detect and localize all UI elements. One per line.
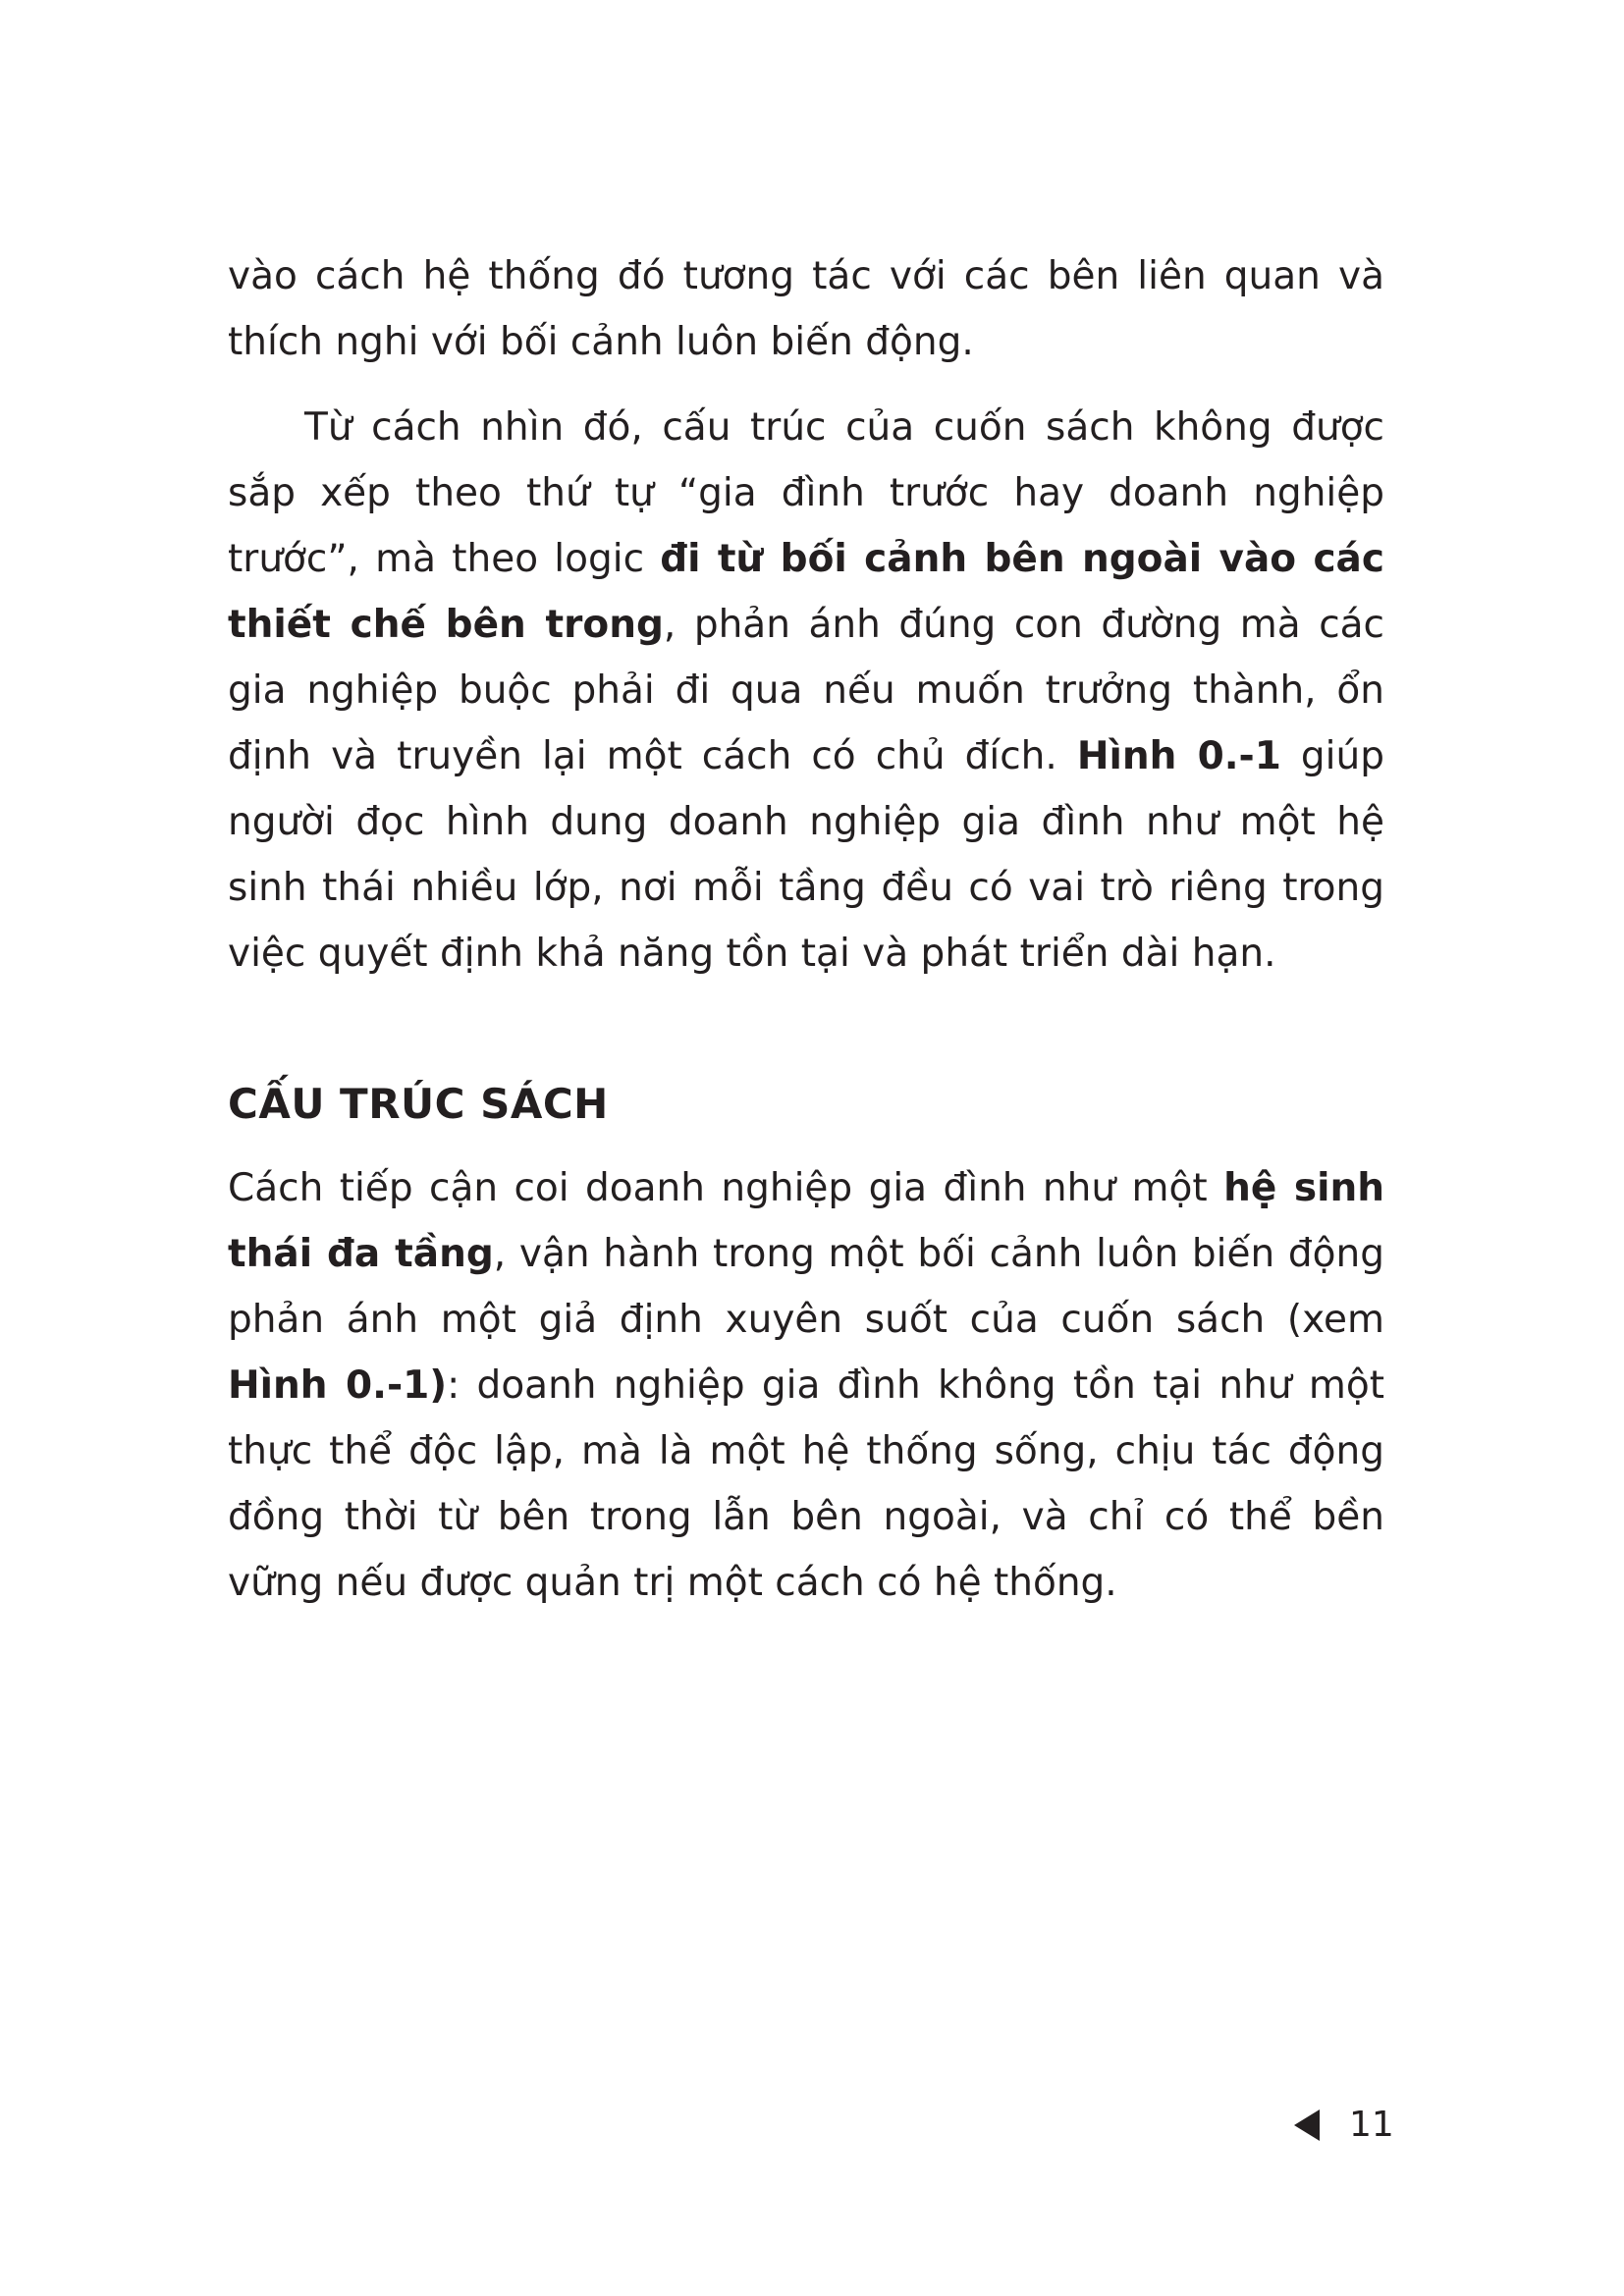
paragraph-1 bbox=[228, 243, 1384, 375]
section-paragraph-bold-phrase: hệ sinh thái đa tầng bbox=[228, 1166, 1384, 1276]
figure-reference: Hình 0.-1 bbox=[1076, 734, 1281, 778]
paragraph-2-bold-phrase: đi từ bối cảnh bên ngoài vào các thiết chế bên trong bbox=[228, 537, 1384, 647]
paragraph-2-run-3: , phản ánh đúng con đường mà các gia nghiệp buộc phải đi qua nếu muốn trưởng thành, ổn định và truyền lại một cách có chủ đích. bbox=[228, 603, 1384, 778]
section-paragraph-run-5: : doanh nghiệp gia đình không tồn tại như một thực thể độc lập, mà là một hệ thống sống, chịu tác động đồng thời từ bên trong lẫn bên ngoài, và chỉ có thể bền vững nếu được quản trị một cách có hệ thống. bbox=[228, 1363, 1384, 1605]
paragraph-1-run-1: vào cách hệ thống đó tương tác với các bên liên quan và thích nghi với bối cảnh luôn biến động. bbox=[228, 254, 1384, 364]
page-number: 11 bbox=[1349, 2105, 1394, 2145]
section-paragraph-1 bbox=[228, 1155, 1384, 1616]
page-footer bbox=[1294, 2101, 1394, 2150]
section-paragraph-run-1: Cách tiếp cận coi doanh nghiệp gia đình như một bbox=[228, 1166, 1224, 1210]
section-heading: CẤU TRÚC SÁCH bbox=[228, 1080, 609, 1128]
body-text-top bbox=[228, 243, 1384, 987]
paragraph-2 bbox=[228, 395, 1384, 987]
paragraph-2-run-5: giúp người đọc hình dung doanh nghiệp gia đình như một hệ sinh thái nhiều lớp, nơi mỗi tầng đều có vai trò riêng trong việc quyết định khả năng tồn tại và phát triển dài hạn. bbox=[228, 734, 1384, 976]
page-content bbox=[228, 243, 1384, 1616]
paragraph-2-run-1: Từ cách nhìn đó, cấu trúc của cuốn sách không được sắp xếp theo thứ tự “gia đình trước hay doanh nghiệp trước”, mà theo logic bbox=[228, 405, 1384, 581]
section-paragraph-run-3: , vận hành trong một bối cảnh luôn biến động phản ánh một giả định xuyên suốt của cuốn sách (xem bbox=[228, 1232, 1385, 1342]
left-triangle-icon bbox=[1294, 2109, 1320, 2141]
section-figure-reference: Hình 0.-1) bbox=[228, 1363, 448, 1408]
body-text-section bbox=[228, 1155, 1384, 1616]
